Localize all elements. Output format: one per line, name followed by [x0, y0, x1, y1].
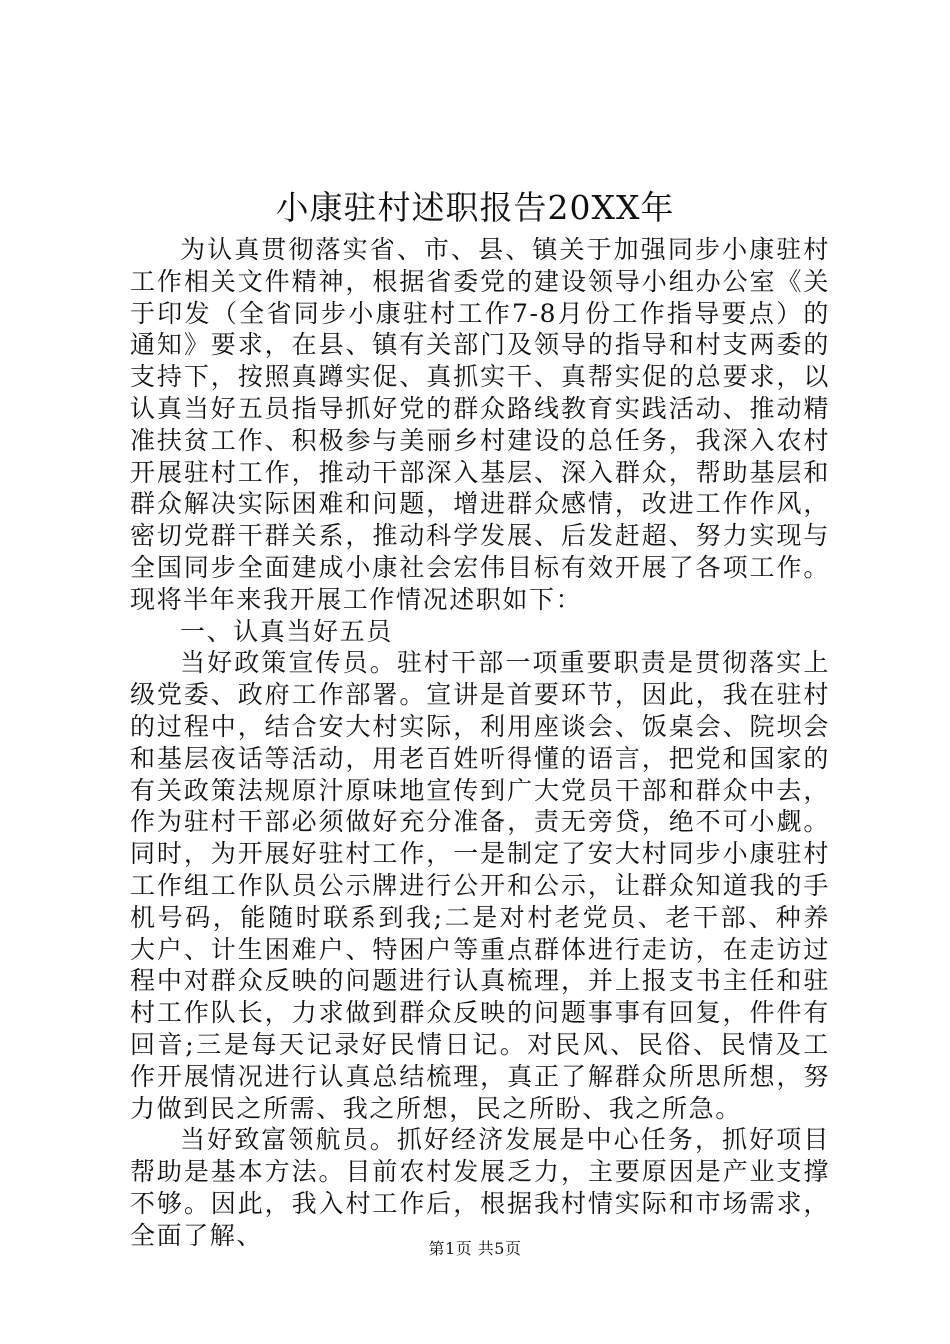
- body-paragraph-policy-publicity: 当好政策宣传员。驻村干部一项重要职责是贯彻落实上级党委、政府工作部署。宣讲是首要环节，因此，我在驻村的过程中，结合安大村实际，利用座谈会、饭桌会、院坝会和基层夜话等活动，用老百姓听得懂的语言，把党和国家的有关政策法规原汁原味地宣传到广大党员干部和群众中去，作为驻村干部必须做好充分准备，责无旁贷，绝不可小觑。同时，为开展好驻村工作，一是制定了安大村同步小康驻村工作组工作队员公示牌进行公开和公示，让群众知道我的手机号码，能随时联系到我;二是对村老党员、老干部、种养大户、计生困难户、特困户等重点群体进行走访，在走访过程中对群众反映的问题进行认真梳理，并上报支书主任和驻村工作队长，力求做到群众反映的问题事事有回复，件件有回音;三是每天记录好民情日记。对民风、民俗、民情及工作开展情况进行认真总结梳理，真正了解群众所思所想，努力做到民之所需、我之所想，民之所盼、我之所急。: [130, 648, 830, 1123]
- document-title: 小康驻村述职报告20XX年: [275, 188, 675, 227]
- page-footer: 第1页 共5页: [428, 1239, 522, 1258]
- section-heading: 一、认真当好五员: [180, 616, 393, 646]
- body-paragraph-prosperity-guide: 当好致富领航员。抓好经济发展是中心任务，抓好项目帮助是基本方法。目前农村发展乏力，主要原因是产业支撑不够。因此，我入村工作后，根据我村情实际和市场需求，全面了解、: [130, 1125, 830, 1250]
- document-body: [130, 234, 830, 1252]
- body-paragraph-intro: 为认真贯彻落实省、市、县、镇关于加强同步小康驻村工作相关文件精神，根据省委党的建设领导小组办公室《关于印发（全省同步小康驻村工作7-8月份工作指导要点）的通知》要求，在县、镇有关部门及领导的指导和村支两委的支持下，按照真蹲实促、真抓实干、真帮实促的总要求，以认真当好五员指导抓好党的群众路线教育实践活动、推动精准扶贫工作、积极参与美丽乡村建设的总任务，我深入农村开展驻村工作，推动干部深入基层、深入群众，帮助基层和群众解决实际困难和问题，增进群众感情，改进工作作风，密切党群干群关系，推动科学发展、后发赶超、努力实现与全国同步全面建成小康社会宏伟目标有效开展了各项工作。现将半年来我开展工作情况述职如下：: [130, 235, 830, 614]
